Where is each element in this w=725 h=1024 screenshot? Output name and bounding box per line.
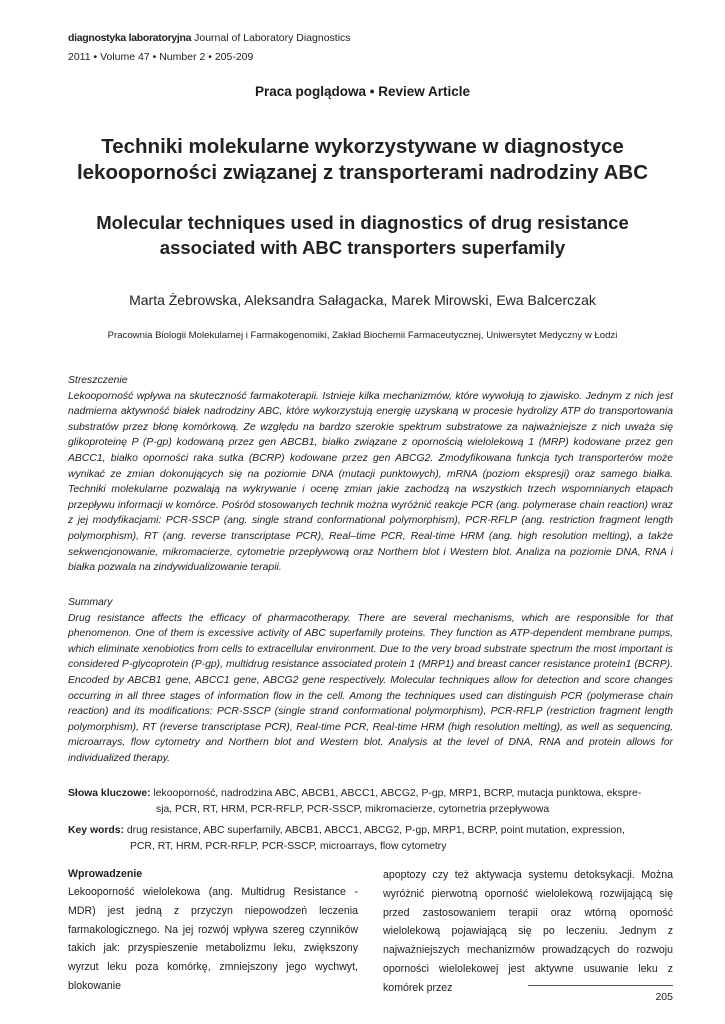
volume-line: 2011 • Volume 47 • Number 2 • 205-209 — [68, 51, 254, 63]
keywords-english-label: Key words: — [68, 825, 125, 836]
keywords-english — [68, 823, 673, 854]
journal-brand: diagnostyka laboratoryjna — [68, 32, 192, 44]
keywords-polish — [68, 786, 673, 817]
intro-right-text: apoptozy czy też aktywacja systemu detoksykacji. Można wyróżnić pierwotną oporność wielolekową rozwijającą się przed zastosowaniem terapii oraz wtórną oporność wielolekową pojawiającą się po leczeniu. Jednym z najważniejszych mechanizmów prowadzących do rozwoju oporności wielolekowej jest aktywne usuwanie leku z komórek przez — [383, 869, 673, 994]
keywords-english-line1: drug resistance, ABC superfamily, ABCB1, ABCC1, ABCG2, P-gp, MRP1, BCRP, point mutation, expression, — [124, 825, 625, 836]
intro-heading: Wprowadzenie — [68, 868, 143, 880]
intro-right-column — [383, 866, 673, 998]
abstract-polish-text: Lekooporność wpływa na skuteczność farmakoterapii. Istnieje kilka mechanizmów, które wywołują to zjawisko. Jednym z nich jest nadmierna aktywność białek nadrodziny ABC, które wykorzystują energię uzyskaną w procesie hydrolizy ATP do transportowania substratów przez błonę komórkową. Ze względu na bardzo szerokie spektrum substratowe za najważniejsze z nich uważa się glikoproteinę P (P-gp) kodowaną przez gen ABCB1, białko związane z opornością wielolekową 1 (MRP) kodowane przez gen ABCC1, białko oporności raka sutka (BCRP) kodowane przez gen ABCG2. Zmodyfikowana funkcja tych transporterów może wynikać ze zmian dokonujących się na poziomie DNA (mutacji punktowych), mRNA (poziom ekspresji) oraz samego białka. Techniki molekularne pozwalają na wykrywanie i ocenę zmian jakie zachodzą na wszystkich trzech wspomnianych etapach przepływu informacji w komórce. Pośród stosowanych technik można wyróżnić reakcje PCR (ang. polymerase chain reaction) wraz z jej modyfikacjami: PCR-SSCP (ang. single strand conformational polymorphism), PCR-RFLP (ang. restriction fragment length polymorphism), RT (ang. reverse transcriptase PCR), Real–time PCR, Real-time HRM (ang. high resolution melting), a także sekwencjonowanie, mikromacierze, cytometrie przepływową oraz Northern blot i Western blot. Analiza na poziomie DNA, RNA i białka pozwala na zindywidualizowanie terapii. — [68, 390, 673, 574]
abstract-english-text: Drug resistance affects the efficacy of pharmacotherapy. There are several mechanisms, which are responsible for that phenomenon. One of them is excessive activity of ABC superfamily proteins. They function as ATP-dependent membrane pumps, which eliminate xenobiotics from cells to extracellular environment. Due to the very broad substrate spectrum the most important is considered P-glycoprotein (P-gp), multidrug resistance associated protein 1 (MRP1) and breast cancer resistance protein1 (BCRP). Encoded by ABCB1 gene, ABCC1 gene, ABCG2 gene respectively. Molecular techniques allow for detection and score changes occurring in all three stages of information flow in the cell. Among the techniques used can distinguish PCR (polymerase chain reaction) and its modifications: PCR-SSCP (single strand conformational polymorphism), PCR-RFLP (restriction fragment length polymorphism), RT (reverse transcriptase PCR), Real-time PCR, Real-time HRM (high resolution melting), as well as sequencing, microarrays, flow cytometry and Northern blot and Western blot. Analysis at the level of DNA, RNA and protein allows for individualized therapy. — [68, 612, 673, 764]
title-polish: Techniki molekularne wykorzystywane w diagnostyce lekooporności związanej z transporterami nadrodziny ABC — [76, 135, 649, 184]
intro-left-text: Lekooporność wielolekowa (ang. Multidrug Resistance - MDR) jest jedną z przyczyn niepowodzeń leczenia farmakologicznego. Na jej rozwój wpływa szereg czynników takich jak: przyspieszenie metabolizmu leku, zwiększony wyrzut leku poza komórkę, zmniejszony jego wychwyt, blokowanie — [68, 886, 358, 992]
journal-name: Journal of Laboratory Diagnostics — [191, 32, 351, 44]
keywords-polish-line2: sja, PCR, RT, HRM, PCR-RFLP, PCR-SSCP, mikromacierze, cytometria przepływowa — [156, 803, 550, 815]
page-number: 205 — [655, 991, 673, 1003]
intro-left-column — [68, 866, 358, 996]
affiliation: Pracownia Biologii Molekularnej i Farmakogenomiki, Zakład Biochemii Farmaceutycznej, Uniwersytet Medyczny w Łodzi — [107, 330, 618, 341]
abstract-polish — [68, 373, 673, 576]
footer-rule — [528, 985, 673, 986]
journal-header — [68, 32, 351, 44]
keywords-polish-label: Słowa kluczowe: — [68, 788, 151, 799]
authors: Marta Żebrowska, Aleksandra Sałagacka, Marek Mirowski, Ewa Balcerczak — [129, 292, 596, 308]
keywords-polish-line1: lekooporność, nadrodzina ABC, ABCB1, ABCC1, ABCG2, P-gp, MRP1, BCRP, mutacja punktowa, ekspre- — [150, 788, 642, 799]
abstract-english — [68, 595, 673, 767]
abstract-english-heading: Summary — [68, 597, 113, 608]
title-english: Molecular techniques used in diagnostics of drug resistance associated with ABC transporters superfamily — [96, 212, 629, 258]
abstract-polish-heading: Streszczenie — [68, 375, 128, 386]
keywords-english-line2: PCR, RT, HRM, PCR-RFLP, PCR-SSCP, microarrays, flow cytometry — [130, 840, 447, 852]
article-type: Praca poglądowa • Review Article — [254, 84, 471, 99]
